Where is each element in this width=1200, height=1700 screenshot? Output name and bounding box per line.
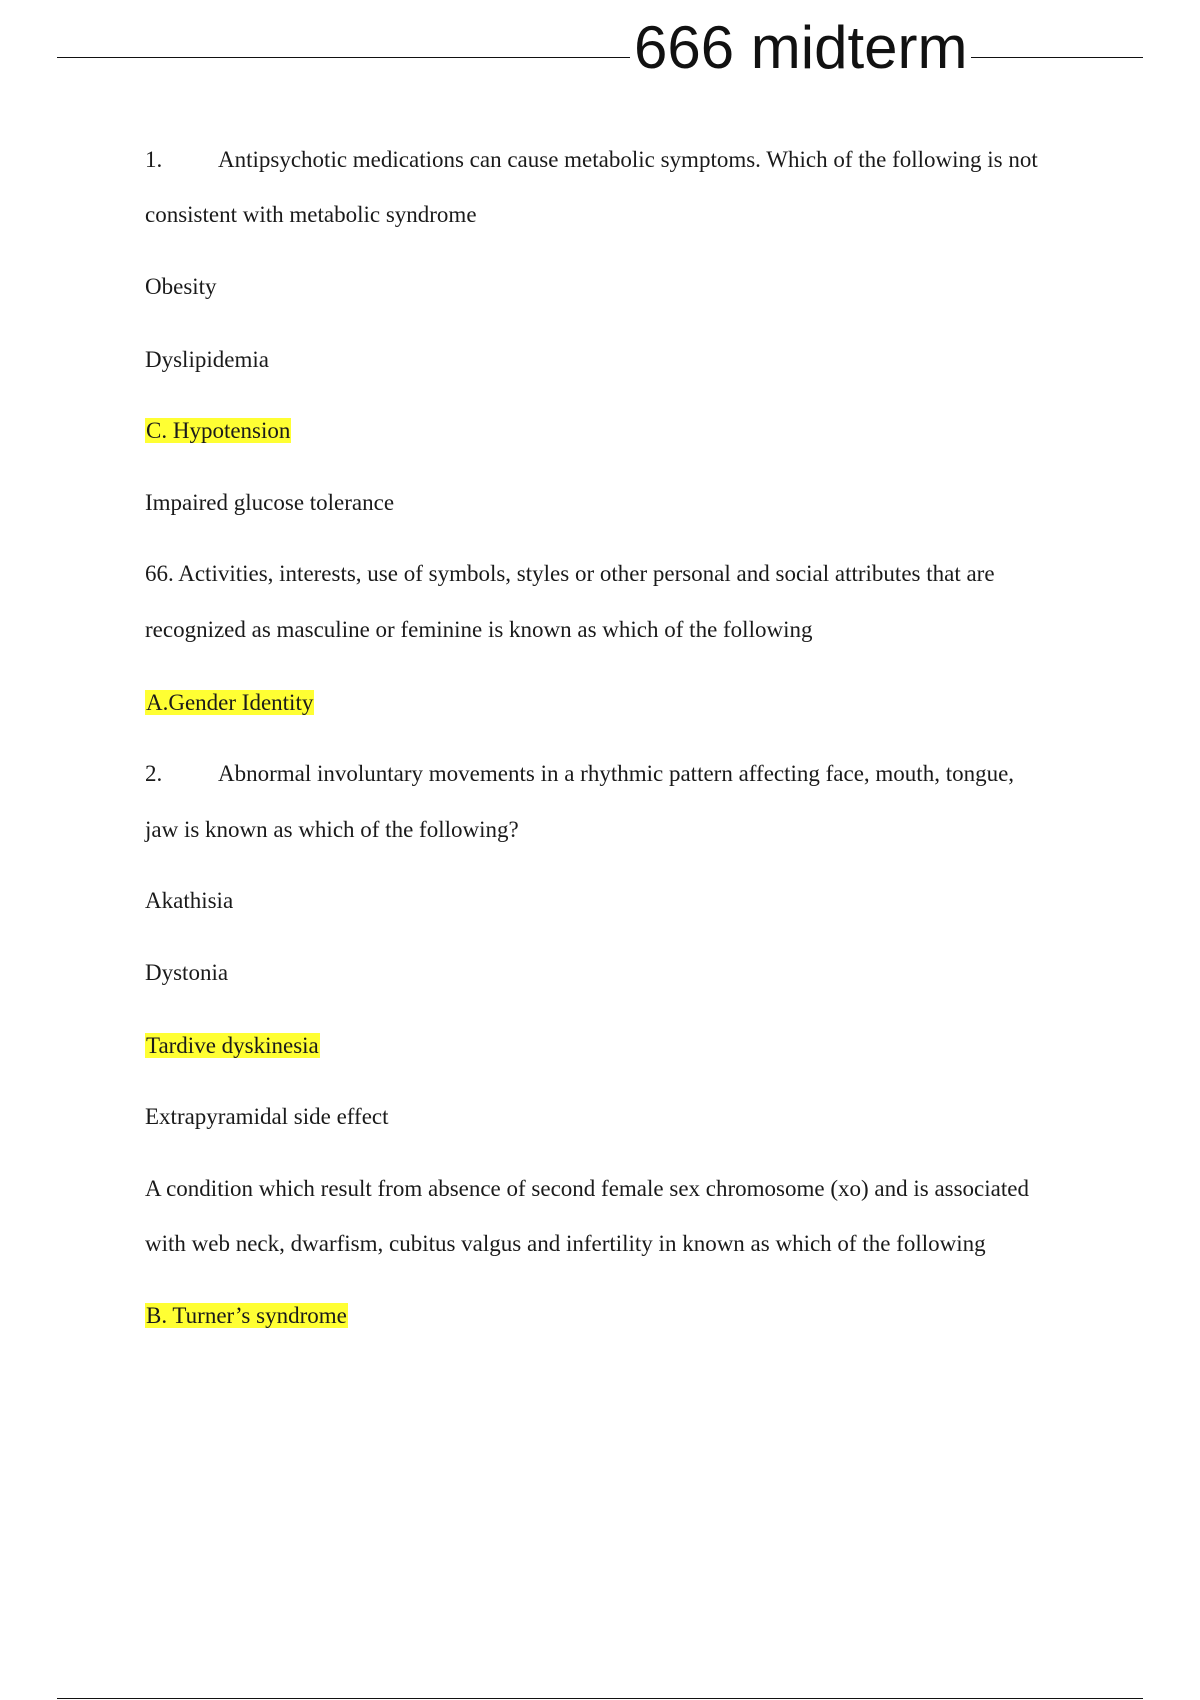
question-1-line-1 (145, 145, 1038, 175)
question-1-line-2: consistent with metabolic syndrome (145, 202, 477, 227)
question-66-line-2: recognized as masculine or feminine is known as which of the following (145, 617, 813, 642)
question-66-answer (145, 688, 314, 718)
question-1-option-dyslipidemia: Dyslipidemia (145, 347, 269, 372)
header-rule (57, 57, 1143, 58)
question-2-line-1 (145, 759, 1014, 789)
question-turner-answer (145, 1301, 348, 1331)
question-2-answer (145, 1031, 320, 1061)
question-66-line-1: 66. Activities, interests, use of symbols, styles or other personal and social attributes that are (145, 561, 995, 586)
document-title: 666 midterm (630, 8, 971, 88)
question-1-text: Antipsychotic medications can cause metabolic symptoms. Which of the following is not (218, 147, 1038, 172)
question-2-number: 2. (145, 761, 163, 786)
question-turner-line-1: A condition which result from absence of second female sex chromosome (xo) and is associated (145, 1176, 1029, 1201)
question-2-option-dystonia: Dystonia (145, 960, 229, 985)
footer-rule (57, 1698, 1143, 1699)
question-turner-answer-highlight: B. Turner’s syndrome (146, 1303, 347, 1328)
question-turner-line-2: with web neck, dwarfism, cubitus valgus and infertility in known as which of the following (145, 1231, 986, 1256)
question-66-answer-highlight: A.Gender Identity (146, 690, 314, 715)
question-2-option-extrapyramidal: Extrapyramidal side effect (145, 1104, 389, 1129)
question-1-option-obesity: Obesity (145, 274, 217, 299)
question-1-option-glucose: Impaired glucose tolerance (145, 490, 395, 515)
question-2-line-2: jaw is known as which of the following? (145, 817, 519, 842)
question-2-answer-highlight: Tardive dyskinesia (146, 1033, 319, 1058)
question-2-text: Abnormal involuntary movements in a rhythmic pattern affecting face, mouth, tongue, (218, 761, 1015, 786)
question-2-option-akathisia: Akathisia (145, 888, 234, 913)
question-1-answer (145, 416, 291, 446)
question-1-number: 1. (145, 147, 163, 172)
question-1-answer-highlight: C. Hypotension (146, 418, 291, 443)
